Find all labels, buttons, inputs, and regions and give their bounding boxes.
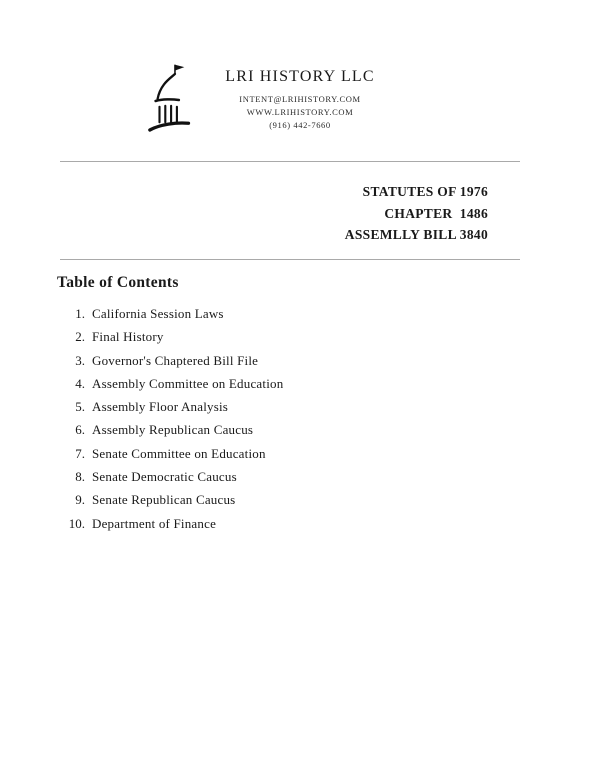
toc-item	[57, 376, 477, 399]
toc-item-label: Governor's Chaptered Bill File	[92, 352, 259, 368]
toc-item-number: 2.	[75, 329, 85, 345]
toc-item	[57, 469, 477, 492]
assembly-bill-number: ASSEMLLY BILL 3840	[344, 227, 488, 242]
toc-item	[57, 446, 477, 469]
toc-item	[57, 399, 477, 422]
statutes-year: STATUTES OF 1976	[362, 184, 488, 199]
toc-item-number: 10.	[68, 515, 85, 531]
company-website: WWW.LRIHISTORY.COM	[246, 107, 354, 117]
toc-item-label: Senate Committee on Education	[92, 445, 266, 461]
toc-item-label: Assembly Committee on Education	[92, 375, 284, 391]
toc-item-label: Final History	[92, 329, 164, 345]
divider-bottom	[60, 259, 520, 260]
toc-title: Table of Contents	[57, 274, 179, 291]
company-phone: (916) 442-7660	[269, 120, 331, 130]
company-name: LRI HISTORY LLC	[225, 68, 375, 85]
letterhead-text	[0, 68, 600, 132]
toc-item-label: California Session Laws	[92, 306, 224, 321]
toc-item	[57, 422, 477, 445]
toc-item-number: 3.	[75, 352, 85, 368]
toc-item-label: Department of Finance	[92, 515, 217, 531]
toc-item-label: Assembly Republican Caucus	[92, 422, 254, 438]
toc-item	[57, 329, 477, 352]
toc-item	[57, 516, 477, 539]
toc-item-label: Senate Republican Caucus	[92, 492, 236, 508]
toc-item-label: Senate Democratic Caucus	[92, 469, 237, 485]
toc-item-number: 8.	[75, 469, 85, 485]
company-email: INTENT@LRIHISTORY.COM	[239, 94, 361, 104]
toc-item-number: 1.	[75, 306, 85, 321]
toc-item-number: 6.	[75, 422, 85, 438]
chapter-number: CHAPTER 1486	[384, 205, 488, 221]
toc-item-label: Assembly Floor Analysis	[92, 399, 229, 415]
toc-item	[57, 306, 477, 329]
statute-reference-block	[345, 181, 488, 246]
toc-item-number: 4.	[75, 375, 85, 391]
letterhead	[0, 60, 600, 150]
toc-item-number: 5.	[75, 399, 85, 415]
toc-list	[57, 306, 477, 539]
divider-top	[60, 161, 520, 162]
toc-item-number: 9.	[75, 492, 85, 508]
toc-item	[57, 492, 477, 515]
toc-item	[57, 353, 477, 376]
toc-item-number: 7.	[75, 445, 85, 461]
